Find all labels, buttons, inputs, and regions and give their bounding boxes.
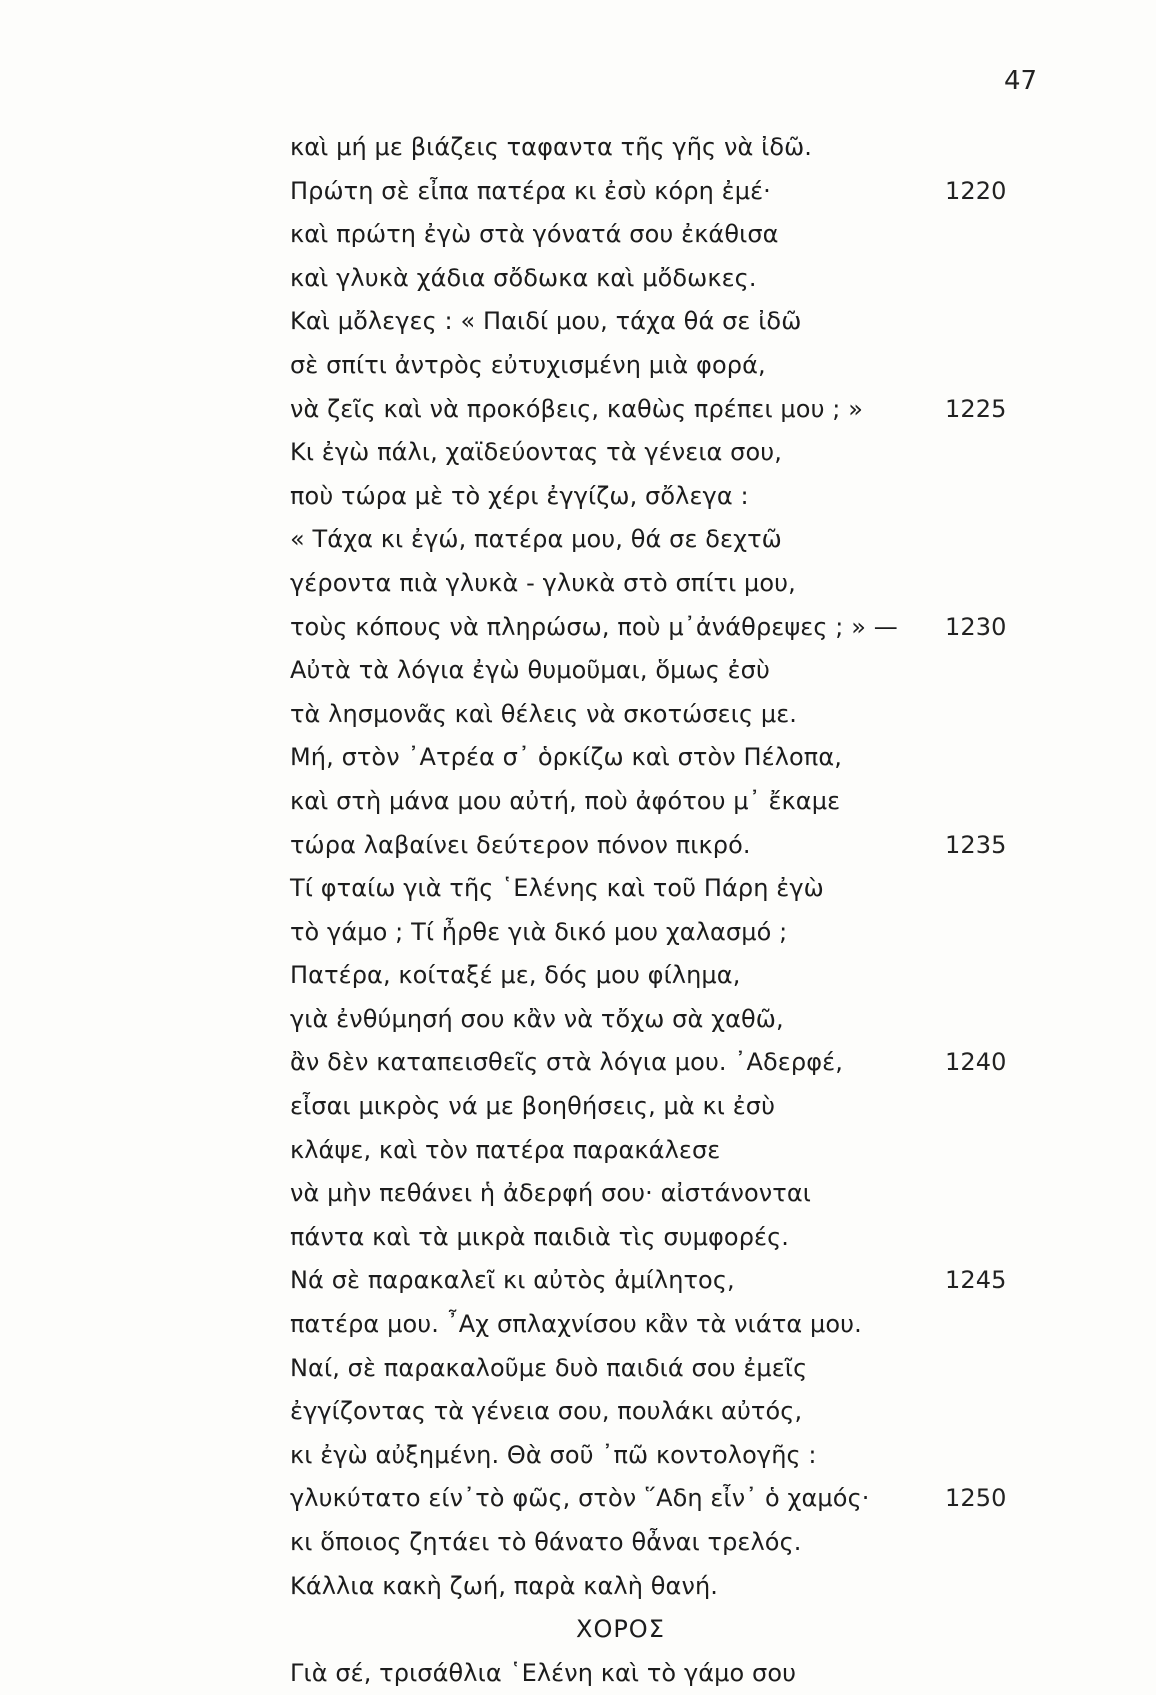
verse-text: ἐγγίζοντας τὰ γένεια σου, πουλάκι αὐτός,	[290, 1397, 803, 1426]
verse-text: νὰ ζεῖς καὶ νὰ προκόβεις, καθὼς πρέπει μου ; »	[290, 394, 863, 423]
verse-line	[290, 1652, 930, 1695]
verse-text: Πρώτη σὲ εἶπα πατέρα κι ἐσὺ κόρη ἐμέ·	[290, 176, 771, 205]
speaker-heading	[290, 1608, 930, 1652]
verse-line	[290, 1129, 930, 1173]
verse-line	[290, 300, 930, 344]
verse-text: πάντα καὶ τὰ μικρὰ παιδιὰ τὶς συμφορές.	[290, 1222, 790, 1251]
verse-line	[290, 1303, 930, 1347]
verse-text: Πατέρα, κοίταξέ με, δός μου φίλημα,	[290, 961, 741, 990]
verse-line	[290, 1521, 930, 1565]
verse-text: κλάψε, καὶ τὸν πατέρα παρακάλεσε	[290, 1135, 721, 1164]
verse-line	[290, 1565, 930, 1609]
verse-text: Κι ἐγὼ πάλι, χαϊδεύοντας τὰ γένεια σου,	[290, 438, 782, 467]
verse-line	[290, 1259, 1007, 1303]
verse-line	[290, 693, 930, 737]
verse-text: Αὐτὰ τὰ λόγια ἐγὼ θυμοῦμαι, ὅμως ἐσὺ	[290, 656, 770, 685]
line-number: 1230	[945, 612, 1007, 641]
verse-line	[290, 606, 1007, 650]
verse-line	[290, 475, 930, 519]
verse-line	[290, 1172, 930, 1216]
verse-line	[290, 518, 930, 562]
verse-text: τὸ γάμο ; Τί ἦρθε γιὰ δικό μου χαλασμό ;	[290, 917, 788, 946]
verse-text: σὲ σπίτι ἀντρὸς εὐτυχισμένη μιὰ φορά,	[290, 350, 766, 379]
verse-line	[290, 824, 1007, 868]
verse-text: εἶσαι μικρὸς νά με βοηθήσεις, μὰ κι ἐσὺ	[290, 1092, 776, 1121]
verse-text: καὶ πρώτη ἐγὼ στὰ γόνατά σου ἐκάθισα	[290, 220, 779, 249]
line-number: 1240	[945, 1048, 1007, 1077]
verse-line	[290, 1347, 930, 1391]
verse-text: Νά σὲ παρακαλεῖ κι αὐτὸς ἀμίλητος,	[290, 1266, 735, 1295]
verse-text: ἂν δὲν καταπεισθεῖς στὰ λόγια μου. ᾿Αδερφέ,	[290, 1048, 843, 1077]
verse-line	[290, 431, 930, 475]
line-number: 1220	[945, 176, 1007, 205]
verse-text: Γιὰ σέ, τρισάθλια ῾Ελένη καὶ τὸ γάμο σου	[290, 1658, 797, 1687]
verse-text: « Τάχα κι ἐγώ, πατέρα μου, θά σε δεχτῶ	[290, 525, 782, 554]
verse-line	[290, 344, 930, 388]
verse-line	[290, 736, 930, 780]
verse-text: Μή, στὸν ᾿Ατρέα σ᾿ ὁρκίζω καὶ στὸν Πέλοπα,	[290, 743, 842, 772]
verse-line	[290, 954, 930, 998]
verse-line	[290, 1041, 1007, 1085]
verse-text: γέροντα πιὰ γλυκὰ - γλυκὰ στὸ σπίτι μου,	[290, 568, 796, 597]
verse-text: Τί φταίω γιὰ τῆς ῾Ελένης καὶ τοῦ Πάρη ἐγὼ	[290, 874, 824, 903]
verse-line	[290, 257, 930, 301]
verse-text: τοὺς κόπους νὰ πληρώσω, ποὺ μ᾿ἀνάθρεψες ; » —	[290, 612, 898, 641]
page-number: 47	[1004, 66, 1038, 96]
speaker-name: ΧΟΡΟΣ	[576, 1615, 665, 1644]
verse-line	[290, 388, 1007, 432]
line-number: 1235	[945, 830, 1007, 859]
verse-text: ποὺ τώρα μὲ τὸ χέρι ἐγγίζω, σὄλεγα :	[290, 481, 749, 510]
verse-line	[290, 1477, 1007, 1521]
verse-text: νὰ μὴν πεθάνει ἡ ἀδερφή σου· αἰστάνονται	[290, 1179, 811, 1208]
line-number: 1225	[945, 394, 1007, 423]
verse-text: Κάλλια κακὴ ζωή, παρὰ καλὴ θανή.	[290, 1571, 719, 1600]
verse-line	[290, 998, 930, 1042]
verse-line	[290, 911, 930, 955]
verse-line	[290, 867, 930, 911]
verse-text: κι ὅποιος ζητάει τὸ θάνατο θἆναι τρελός.	[290, 1528, 802, 1556]
verse-line	[290, 562, 930, 606]
verse-text: γλυκύτατο είν᾿τὸ φῶς, στὸν ῞Αδη εἶν᾿ ὁ χαμός·	[290, 1484, 870, 1513]
line-number: 1250	[945, 1484, 1007, 1513]
verse-text: κι ἐγὼ αὐξημένη. Θὰ σοῦ ᾿πῶ κοντολογῆς :	[290, 1440, 817, 1469]
verse-line	[290, 649, 930, 693]
verse-text: τώρα λαβαίνει δεύτερον πόνον πικρό.	[290, 830, 751, 859]
verse-line	[290, 1390, 930, 1434]
verse-line	[290, 1434, 930, 1478]
verse-line	[290, 1085, 930, 1129]
verse-line	[290, 1216, 930, 1260]
verse-text: Καὶ μὄλεγες : « Παιδί μου, τάχα θά σε ἰδῶ	[290, 307, 802, 336]
verse-text: καὶ γλυκὰ χάδια σὄδωκα καὶ μὄδωκες.	[290, 263, 757, 292]
line-number: 1245	[945, 1266, 1007, 1295]
verse-text: Ναί, σὲ παρακαλοῦμε δυὸ παιδιά σου ἐμεῖς	[290, 1353, 808, 1382]
verse-text: καὶ στὴ μάνα μου αὐτή, ποὺ ἀφότου μ᾿ ἔκαμε	[290, 786, 841, 815]
verse-text: καὶ μή με βιάζεις ταφαντα τῆς γῆς νὰ ἰδῶ.	[290, 133, 813, 161]
verse-line	[290, 780, 930, 824]
poem-body	[290, 126, 1007, 1695]
verse-line	[290, 126, 930, 170]
verse-line	[290, 170, 1007, 214]
verse-text: πατέρα μου. ῏Αχ σπλαχνίσου κἂν τὰ νιάτα μου.	[290, 1310, 862, 1339]
verse-text: τὰ λησμονᾶς καὶ θέλεις νὰ σκοτώσεις με.	[290, 699, 798, 728]
verse-line	[290, 213, 930, 257]
verse-text: γιὰ ἐνθύμησή σου κἂν νὰ τὄχω σὰ χαθῶ,	[290, 1004, 784, 1033]
